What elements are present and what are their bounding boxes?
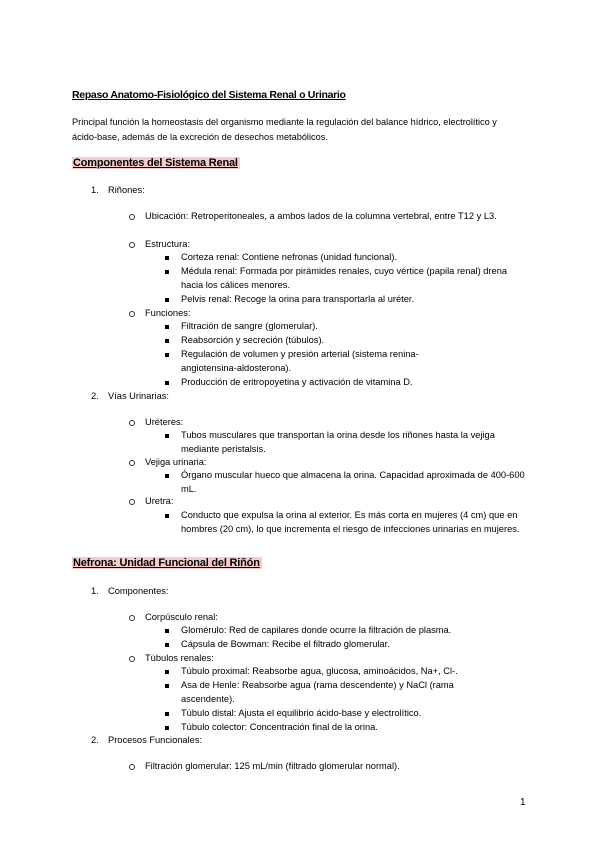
list-item: Pelvis renal: Recoge la orina para transportarla al uréter. <box>181 294 415 304</box>
list-item: Órgano muscular hueco que almacena la orina. Capacidad aproximada de 400-600 mL. <box>181 470 525 494</box>
page-number: 1 <box>520 797 526 808</box>
square-bullet-icon <box>165 298 169 302</box>
square-bullet-icon <box>165 670 169 674</box>
circle-bullet-icon <box>129 656 135 662</box>
list-number: 2. <box>91 735 99 745</box>
ubicacion-text: Ubicación: Retroperitoneales, a ambos lados de la columna vertebral, entre T12 y L3. <box>145 211 497 221</box>
square-bullet-icon <box>165 325 169 329</box>
section-heading-nefrona: Nefrona: Unidad Funcional del Riñón <box>73 557 260 569</box>
uretra-label: Uretra: <box>145 496 174 506</box>
funciones-label: Funciones: <box>145 308 191 318</box>
list-item: Glomérulo: Red de capilares donde ocurre la filtración de plasma. <box>181 625 452 635</box>
circle-bullet-icon <box>129 420 135 426</box>
intro-paragraph: Principal función la homeostasis del organismo mediante la regulación del balance hídrico, electrolítico y ácido-base, además de la excreción de desechos metabólicos. <box>72 117 497 142</box>
list-item: Tubos musculares que transportan la orina desde los riñones hasta la vejiga mediante peristalsis. <box>181 430 495 454</box>
list-item: Túbulo distal: Ajusta el equilibrio ácido-base y electrolítico. <box>181 708 422 718</box>
list-item-vias-urinarias: Vías Urinarias: <box>108 391 169 401</box>
list-item: Médula renal: Formada por pirámides renales, cuyo vértice (papila renal) drena hacia los cálices menores. <box>181 266 508 290</box>
list-item: Corteza renal: Contiene nefronas (unidad funcional). <box>181 252 398 262</box>
vejiga-label: Vejiga urinaria: <box>145 457 207 467</box>
square-bullet-icon <box>165 629 169 633</box>
list-number: 2. <box>91 391 99 401</box>
circle-bullet-icon <box>129 460 135 466</box>
square-bullet-icon <box>165 256 169 260</box>
list-item: Regulación de volumen y presión arterial (sistema renina-angiotensina-aldosterona). <box>181 349 419 373</box>
corpusculo-label: Corpúsculo renal: <box>145 612 218 622</box>
square-bullet-icon <box>165 474 169 478</box>
circle-bullet-icon <box>129 311 135 317</box>
square-bullet-icon <box>165 712 169 716</box>
square-bullet-icon <box>165 353 169 357</box>
list-item-rinones: Riñones: <box>108 185 145 195</box>
list-item: Túbulo colector: Concentración final de la orina. <box>181 722 378 732</box>
section-heading-componentes: Componentes del Sistema Renal <box>73 157 238 169</box>
circle-bullet-icon <box>129 764 135 770</box>
square-bullet-icon <box>165 434 169 438</box>
list-number: 1. <box>91 586 99 596</box>
square-bullet-icon <box>165 684 169 688</box>
estructura-label: Estructura: <box>145 239 190 249</box>
square-bullet-icon <box>165 339 169 343</box>
circle-bullet-icon <box>129 615 135 621</box>
list-number: 1. <box>91 185 99 195</box>
square-bullet-icon <box>165 381 169 385</box>
list-item: Reabsorción y secreción (túbulos). <box>181 335 325 345</box>
circle-bullet-icon <box>129 242 135 248</box>
list-item: Filtración de sangre (glomerular). <box>181 321 318 331</box>
list-item: Asa de Henle: Reabsorbe agua (rama descendente) y NaCl (rama ascendente). <box>181 680 454 704</box>
list-item: Conducto que expulsa la orina al exterior. Es más corta en mujeres (4 cm) que en hombres (20 cm), lo que incrementa el riesgo de infecciones urinarias en mujeres. <box>181 510 520 534</box>
square-bullet-icon <box>165 270 169 274</box>
square-bullet-icon <box>165 514 169 518</box>
square-bullet-icon <box>165 726 169 730</box>
circle-bullet-icon <box>129 499 135 505</box>
square-bullet-icon <box>165 643 169 647</box>
list-item: Producción de eritropoyetina y activación de vitamina D. <box>181 377 413 387</box>
list-item: Túbulo proximal: Reabsorbe agua, glucosa, aminoácidos, Na+, Cl-. <box>181 666 458 676</box>
filtracion-text: Filtración glomerular: 125 mL/min (filtrado glomerular normal). <box>145 761 400 771</box>
list-item-procesos: Procesos Funcionales: <box>108 735 203 745</box>
tubulos-label: Túbulos renales: <box>145 653 214 663</box>
circle-bullet-icon <box>129 214 135 220</box>
ureteres-label: Uréteres: <box>145 417 184 427</box>
list-item: Cápsula de Bowman: Recibe el filtrado glomerular. <box>181 639 390 649</box>
document-title: Repaso Anatomo-Fisiológico del Sistema Renal o Urinario <box>72 89 346 101</box>
list-item-componentes: Componentes: <box>108 586 169 596</box>
